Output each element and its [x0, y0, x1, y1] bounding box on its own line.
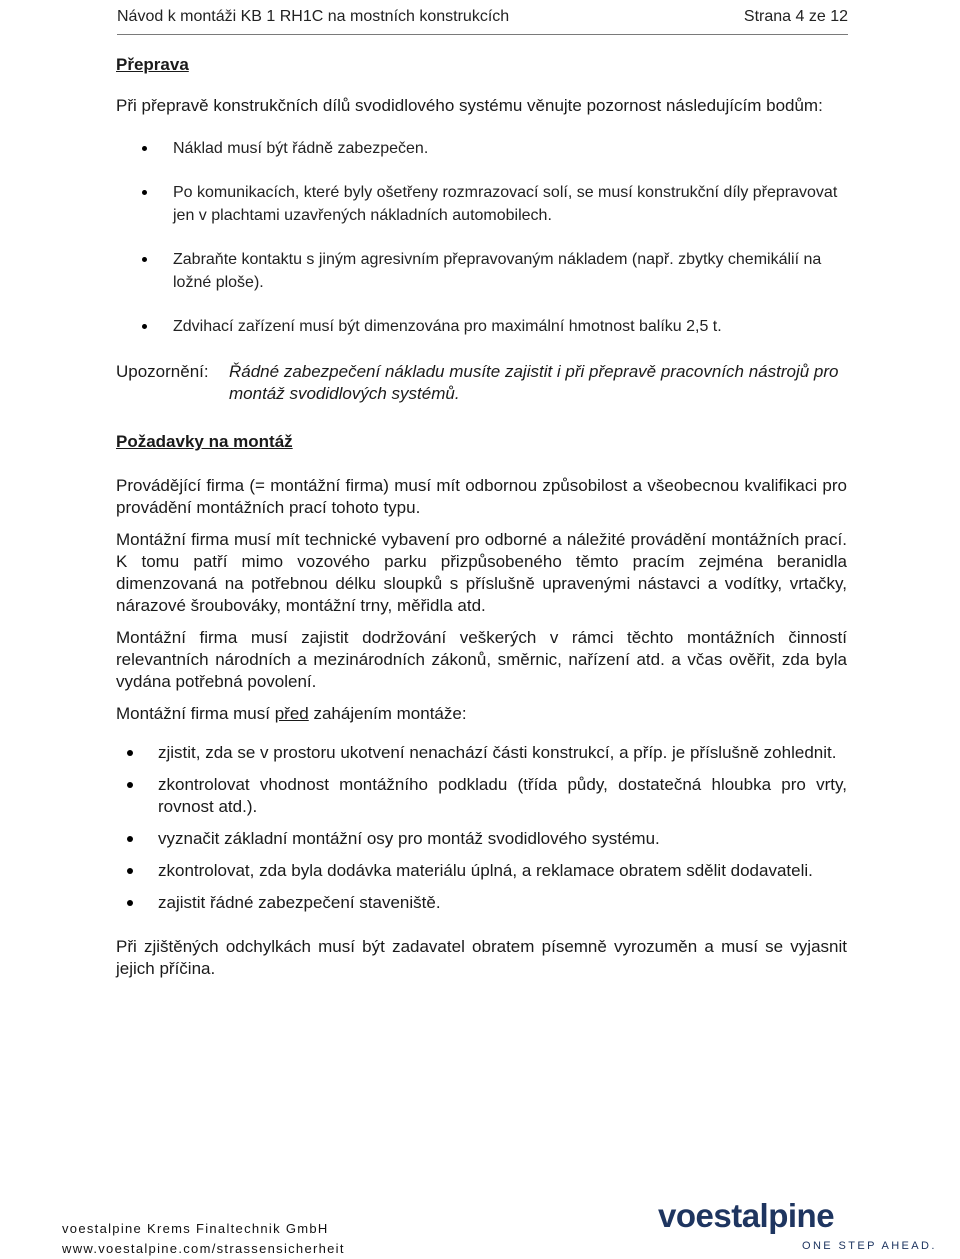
bullet-dot-icon: [142, 257, 147, 262]
transport-bullet-list: [116, 137, 847, 338]
requirements-lead: Montážní firma musí před zahájením montáže:: [116, 704, 467, 723]
list-item: zkontrolovat vhodnost montážního podkladu (třída půdy, dostatečná hloubka pro vrty, rovnost atd.).: [116, 774, 847, 818]
warning-text: Řádné zabezpečení nákladu musíte zajistit i při přepravě pracovních nástrojů pro montáž svodidlových systémů.: [229, 362, 839, 403]
closing-paragraph: Při zjištěných odchylkách musí být zadavatel obratem písemně vyrozuměn a musí se vyjasnit jejich příčina.: [116, 937, 847, 978]
page-header: [117, 0, 848, 35]
section-title-requirements: Požadavky na montáž: [116, 432, 293, 451]
page-label: Strana: [743, 8, 792, 25]
logo-tagline: ONE STEP AHEAD.: [802, 1240, 937, 1252]
voestalpine-logo: voestalpine: [658, 1197, 835, 1234]
requirements-paragraph: Montážní firma musí zajistit dodržování veškerých v rámci těchto montážních činností relevantních národních a mezinárodních zákonů, směrnic, nařízení atd. a včas ověřit, zda byla vydána potřebná povolení.: [116, 628, 847, 691]
company-url[interactable]: www.voestalpine.com/strassensicherheit: [62, 1241, 345, 1256]
bullet-dot-icon: [127, 782, 133, 788]
page-content: [116, 50, 847, 980]
list-item: vyznačit základní montážní osy pro montáž svodidlového systému.: [116, 828, 847, 850]
page-current: 4: [795, 8, 805, 25]
bullet-dot-icon: [142, 324, 147, 329]
list-item: Zdvihací zařízení musí být dimenzována pro maximální hmotnost balíku 2,5 t.: [116, 315, 847, 338]
bullet-dot-icon: [142, 146, 147, 151]
requirements-paragraph: Montážní firma musí mít technické vybavení pro odborné a náležité provádění montážních prací. K tomu patří mimo vozového parku přizpůsobeného těmto pracím zejména beranidla dimenzovaná na potřebnou délku sloupků s příslušně upravenými nástavci a vodítky, vrtačky, nárazové šroubováky, montážní trny, měřidla atd.: [116, 530, 847, 615]
page-total: 12: [830, 8, 848, 25]
list-item: Náklad musí být řádně zabezpečen.: [116, 137, 847, 160]
footer-company-info: [62, 1219, 345, 1259]
underlined-word: před: [274, 704, 309, 723]
transport-warning: [116, 361, 847, 405]
bullet-dot-icon: [127, 836, 133, 842]
bullet-dot-icon: [142, 190, 147, 195]
page-separator: ze: [808, 8, 826, 25]
requirements-bullet-list: [116, 742, 847, 914]
list-item: zkontrolovat, zda byla dodávka materiálu úplná, a reklamace obratem sdělit dodavateli.: [116, 860, 847, 882]
list-item: zjistit, zda se v prostoru ukotvení nenachází části konstrukcí, a příp. je příslušně zohlednit.: [116, 742, 847, 764]
section-title-transport: Přeprava: [116, 55, 189, 74]
list-item: Zabraňte kontaktu s jiným agresivním přepravovaným nákladem (např. zbytky chemikálií na ložné ploše).: [116, 248, 847, 294]
bullet-dot-icon: [127, 900, 133, 906]
page-number: [744, 8, 848, 26]
requirements-paragraph: Provádějící firma (= montážní firma) musí mít odbornou způsobilost a všeobecnou kvalifikaci pro provádění montážních prací tohoto typu.: [116, 476, 847, 517]
bullet-dot-icon: [127, 750, 133, 756]
company-name: voestalpine Krems Finaltechnik GmbH: [62, 1221, 329, 1236]
document-title: Návod k montáži KB 1 RH1C na mostních konstrukcích: [117, 8, 510, 25]
bullet-dot-icon: [127, 868, 133, 874]
list-item: Po komunikacích, které byly ošetřeny rozmrazovací solí, se musí konstrukční díly přepravovat jen v plachtami uzavřených nákladních automobilech.: [116, 181, 847, 227]
list-item: zajistit řádné zabezpečení staveniště.: [116, 892, 847, 914]
transport-intro: Při přepravě konstrukčních dílů svodidlového systému věnujte pozornost následujícím bodům:: [116, 96, 823, 115]
warning-label: Upozornění:: [116, 362, 209, 381]
